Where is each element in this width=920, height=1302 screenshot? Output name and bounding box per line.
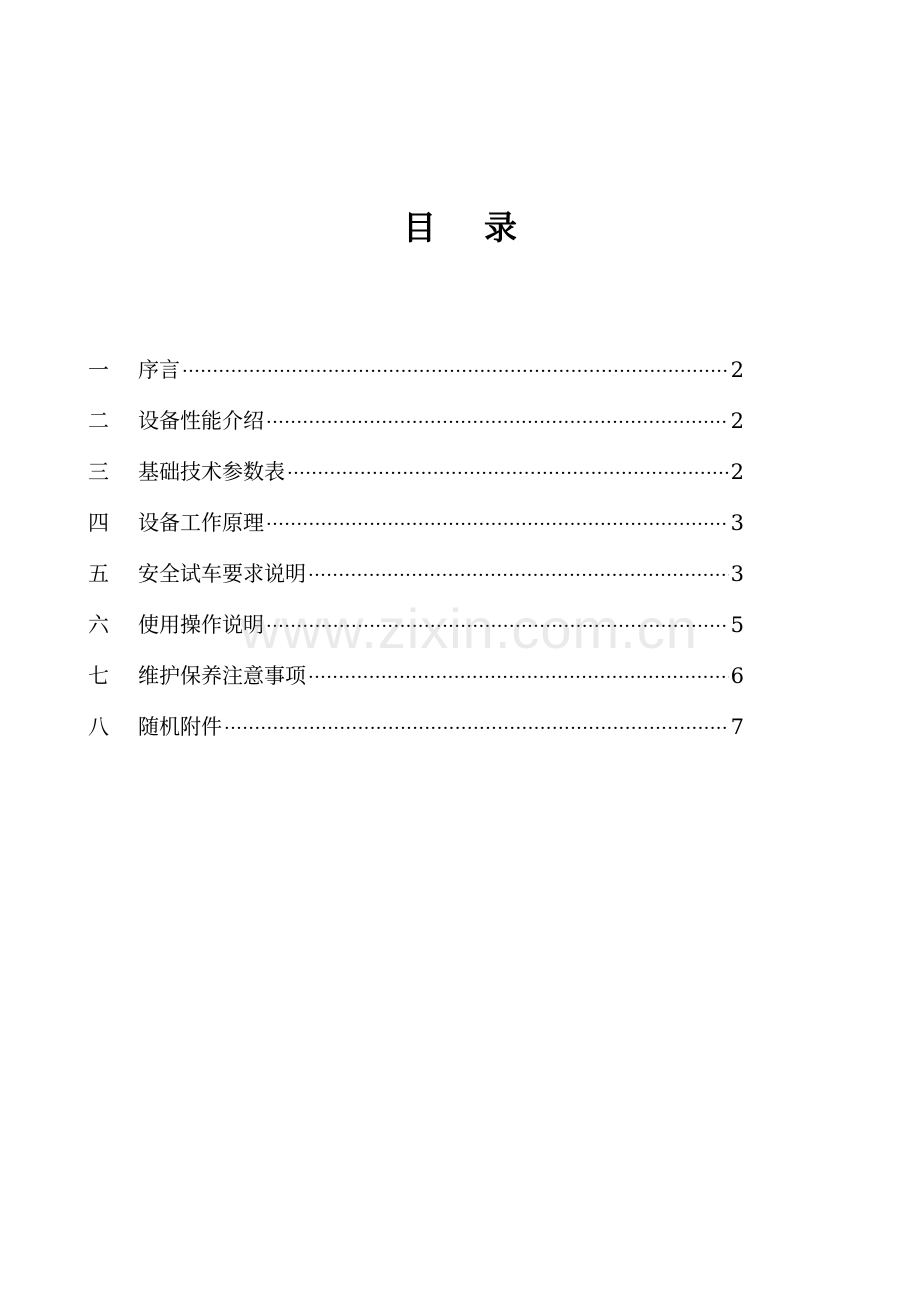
toc-entry[interactable]	[88, 554, 744, 605]
toc-entry-label: 基础技术参数表	[138, 460, 285, 484]
watermark: www.zixin.com.cn	[240, 597, 698, 660]
toc-entry-page: 3	[730, 562, 744, 586]
toc-entry[interactable]	[88, 656, 744, 707]
toc-entry-page: 3	[730, 511, 744, 535]
toc-leader-dots	[182, 352, 729, 392]
toc-entry-label: 设备工作原理	[138, 511, 264, 535]
toc-leader-dots	[266, 505, 729, 545]
toc-entry-page: 2	[730, 358, 744, 382]
toc-entry[interactable]	[88, 503, 744, 554]
toc-leader-dots	[266, 607, 729, 647]
toc-entry-number: 五	[88, 562, 109, 586]
toc-entry[interactable]	[88, 350, 744, 401]
toc-entry[interactable]	[88, 401, 744, 452]
page-title	[0, 204, 920, 252]
toc-entry-label: 序言	[138, 358, 180, 382]
table-of-contents	[88, 350, 744, 758]
toc-leader-dots	[287, 454, 729, 494]
toc-entry-page: 7	[730, 715, 744, 739]
toc-entry-number: 一	[88, 358, 109, 382]
toc-entry[interactable]	[88, 452, 744, 503]
title-char-2: 录	[484, 208, 517, 247]
toc-entry-page: 2	[730, 460, 744, 484]
toc-entry-number: 七	[88, 664, 109, 688]
toc-entry-number: 六	[88, 613, 109, 637]
toc-entry-number: 八	[88, 715, 109, 739]
toc-entry-label: 维护保养注意事项	[138, 664, 306, 688]
toc-leader-dots	[224, 709, 729, 749]
toc-leader-dots	[308, 658, 729, 698]
toc-entry-number: 四	[88, 511, 109, 535]
toc-leader-dots	[266, 403, 729, 443]
title-char-1: 目	[403, 208, 436, 247]
toc-entry-page: 2	[730, 409, 744, 433]
toc-entry-label: 设备性能介绍	[138, 409, 264, 433]
toc-entry-page: 6	[730, 664, 744, 688]
toc-entry-number: 三	[88, 460, 109, 484]
toc-entry-label: 随机附件	[138, 715, 222, 739]
toc-entry[interactable]	[88, 605, 744, 656]
toc-entry-page: 5	[730, 613, 744, 637]
toc-entry-label: 使用操作说明	[138, 613, 264, 637]
toc-entry[interactable]	[88, 707, 744, 758]
toc-leader-dots	[308, 556, 729, 596]
toc-entry-number: 二	[88, 409, 109, 433]
toc-entry-label: 安全试车要求说明	[138, 562, 306, 586]
